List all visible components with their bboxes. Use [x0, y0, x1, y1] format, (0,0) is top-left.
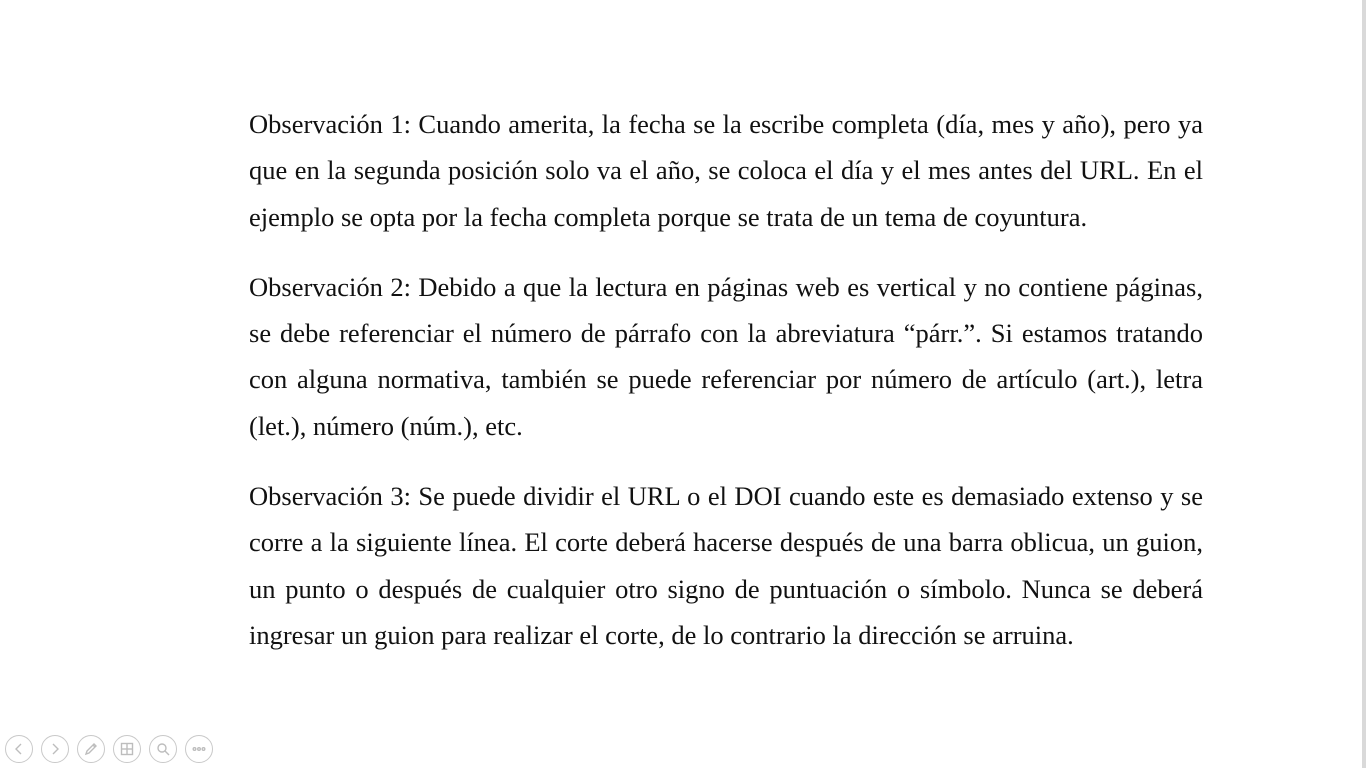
observation-2-paragraph	[249, 264, 1203, 449]
observation-3-paragraph	[249, 473, 1203, 658]
previous-icon	[11, 741, 27, 757]
paragraph-line: ejemplo se opta por la fecha completa porque se trata de un tema de coyuntura.	[249, 201, 1088, 232]
slideshow-toolbar	[5, 735, 213, 763]
window-edge	[1362, 0, 1366, 768]
paragraph-line: (let.), número (núm.), etc.	[249, 410, 523, 441]
paragraph-line: un punto o después de cualquier otro signo de puntuación o símbolo. Nunca se deberá	[249, 573, 1203, 604]
paragraph-line: Observación 1: Cuando amerita, la fecha se la escribe completa (día, mes y año), pero ya	[249, 109, 1203, 139]
next-icon	[47, 741, 63, 757]
paragraph-line: ingresar un guion para realizar el corte, de lo contrario la dirección se arruina.	[249, 619, 1074, 650]
see-all-slides-button[interactable]	[113, 735, 141, 763]
slides-grid-icon	[119, 741, 135, 757]
observation-1-paragraph	[249, 101, 1203, 240]
zoom-icon	[155, 741, 171, 757]
paragraph-line: corre a la siguiente línea. El corte deberá hacerse después de una barra oblicua, un guion,	[249, 527, 1203, 558]
next-slide-button[interactable]	[41, 735, 69, 763]
pen-tool-button[interactable]	[77, 735, 105, 763]
zoom-button[interactable]	[149, 735, 177, 763]
paragraph-line: Observación 2: Debido a que la lectura en páginas web es vertical y no contiene páginas,	[249, 271, 1203, 302]
paragraph-line: se debe referenciar el número de párrafo con la abreviatura “párr.”. Si estamos tratando	[249, 318, 1203, 349]
paragraph-line: Observación 3: Se puede dividir el URL o el DOI cuando este es demasiado extenso y se	[249, 481, 1203, 512]
pen-icon	[83, 741, 99, 757]
paragraph-line: con alguna normativa, también se puede referenciar por número de artículo (art.), letra	[249, 364, 1203, 395]
slide-text-content	[249, 101, 1203, 682]
more-options-icon	[191, 741, 207, 757]
previous-slide-button[interactable]	[5, 735, 33, 763]
paragraph-line: que en la segunda posición solo va el año, se coloca el día y el mes antes del URL. En el	[249, 155, 1203, 186]
more-options-button[interactable]	[185, 735, 213, 763]
